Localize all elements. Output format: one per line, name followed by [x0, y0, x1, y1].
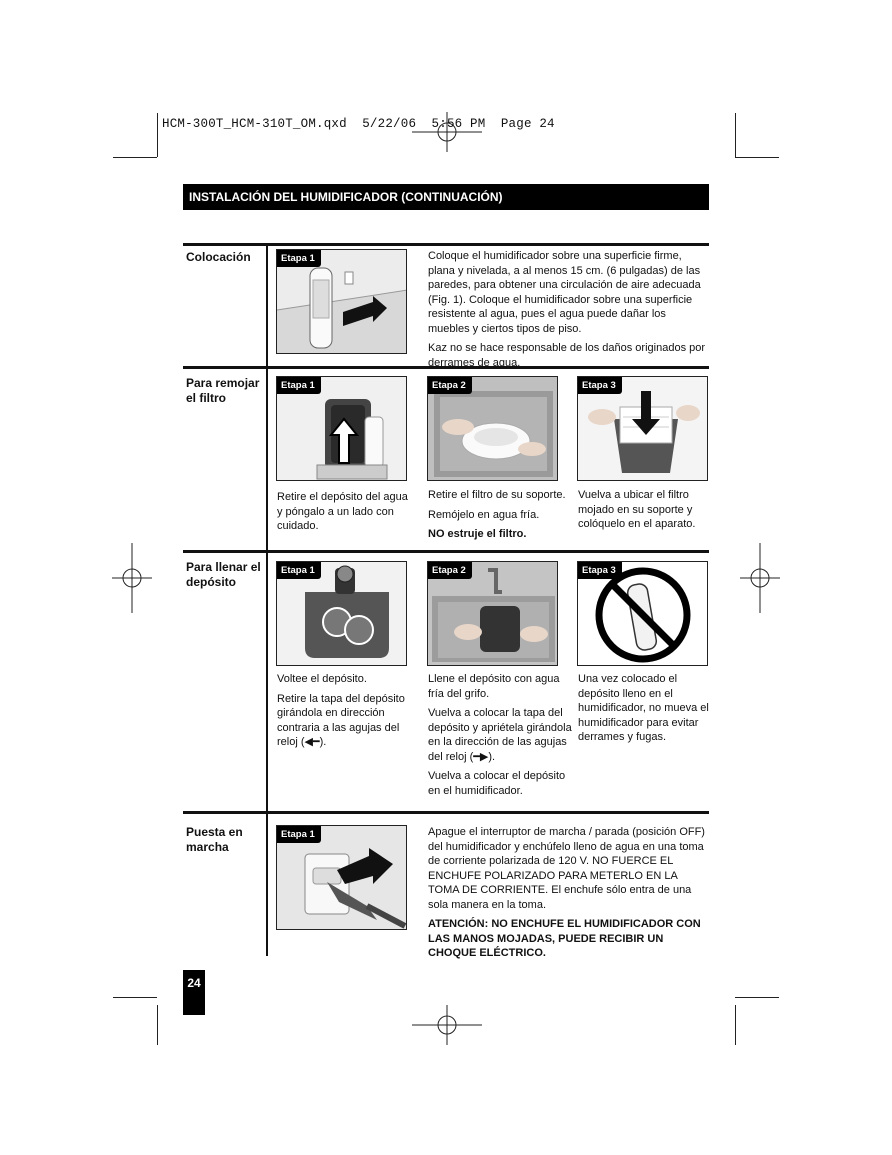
paragraph: Retire el filtro de su soporte. [428, 489, 566, 501]
paragraph [277, 692, 407, 750]
registration-mark-left [112, 543, 152, 613]
section-label-colocacion: Colocación [186, 250, 251, 264]
section-rule [183, 811, 709, 814]
crop-mark [735, 157, 779, 158]
figure-remojar-step2 [427, 376, 558, 481]
step-badge: Etapa 3 [578, 562, 622, 579]
file-slug: HCM-300T_HCM-310T_OM.qxd 5/22/06 5:56 PM Page 24 [162, 117, 555, 131]
page-number: 24 [183, 970, 205, 1015]
remojar-caption-2 [428, 488, 573, 547]
figure-puesta-step1 [276, 825, 407, 930]
section-rule [183, 243, 709, 246]
crop-mark [735, 113, 736, 157]
figure-llenar-step1 [276, 561, 407, 666]
paragraph: Una vez colocado el depósito lleno en el humidificador, no mueva el humidificador para evitar derrames y fugas. [578, 673, 709, 743]
counterclockwise-arrow-icon: ◀━ [304, 736, 320, 748]
paragraph: Llene el depósito con agua fría del grifo. [428, 673, 560, 700]
crop-mark [735, 997, 779, 998]
step-badge: Etapa 1 [277, 562, 321, 579]
step-badge: Etapa 1 [277, 826, 321, 843]
text-run: ). [319, 736, 327, 748]
paragraph: Coloque el humidificador sobre una superficie firme, plana y nivelada, a al menos 15 cm. (6 pulgadas) de las paredes, para obtener una circulación de aire adecuada (Fig. 1). Coloque el humidificador sobre una superficie resistente al agua, pues el agua puede dañar los muebles y ciertos tipos de piso. [428, 250, 701, 335]
crop-mark [113, 157, 157, 158]
paragraph: Vuelva a ubicar el filtro mojado en su soporte y colóquelo en el aparato. [578, 489, 696, 530]
crop-mark [113, 997, 157, 998]
electric-warning: ATENCIÓN: NO ENCHUFE EL HUMIDIFICADOR CON LAS MANOS MOJADAS, PUEDE RECIBIR UN CHOQUE ELÉCTRICO. [428, 918, 701, 959]
text-run: ). [488, 750, 496, 763]
figure-llenar-step2 [427, 561, 558, 666]
column-rule [266, 246, 268, 956]
step-badge: Etapa 2 [428, 377, 472, 394]
section-header: INSTALACIÓN DEL HUMIDIFICADOR (CONTINUACIÓN) [183, 184, 709, 210]
figure-remojar-step1 [276, 376, 407, 481]
colocacion-text [428, 249, 708, 375]
text-run: Vuelva a colocar la tapa del depósito y apriétela girándola en la dirección de las agujas del reloj ( [428, 707, 572, 763]
paragraph: Vuelva a colocar el depósito en el humidificador. [428, 770, 566, 797]
paragraph: Retire el depósito del agua y póngalo a un lado con cuidado. [277, 491, 408, 532]
step-badge: Etapa 1 [277, 377, 321, 394]
section-rule [183, 550, 709, 553]
puesta-text [428, 825, 710, 966]
step-badge: Etapa 1 [277, 250, 321, 267]
paragraph: Voltee el depósito. [277, 673, 367, 685]
registration-mark-bottom [412, 1005, 482, 1045]
clockwise-arrow-icon: ━▶ [473, 750, 489, 763]
llenar-caption-1 [277, 672, 407, 755]
figure-llenar-step3 [577, 561, 708, 666]
section-label-puesta: Puesta en marcha [186, 825, 243, 854]
section-label-llenar: Para llenar el depósito [186, 560, 261, 589]
figure-colocacion-step1 [276, 249, 407, 354]
section-label-remojar: Para remojar el filtro [186, 376, 260, 405]
crop-mark [735, 1005, 736, 1045]
llenar-caption-2 [428, 672, 574, 803]
crop-mark [157, 1005, 158, 1045]
remojar-caption-1 [277, 490, 412, 539]
llenar-caption-3 [578, 672, 710, 750]
warning-text: NO estruje el filtro. [428, 528, 527, 540]
paragraph [428, 706, 574, 764]
step-badge: Etapa 3 [578, 377, 622, 394]
paragraph: Remójelo en agua fría. [428, 508, 540, 521]
text-run: Retire la tapa del depósito girándola en dirección contraria a las agujas del reloj ( [277, 692, 405, 748]
remojar-caption-3 [578, 488, 708, 537]
step-badge: Etapa 2 [428, 562, 472, 579]
crop-mark [157, 113, 158, 157]
figure-remojar-step3 [577, 376, 708, 481]
paragraph: Apague el interruptor de marcha / parada (posición OFF) del humidificador y enchúfelo lleno de agua en una toma de corriente polarizada de 120 V. NO FUERCE EL ENCHUFE POLARIZADO PARA METERLO EN LA TOMA DE CORRIENTE. El enchufe sólo entra de una sola manera en la toma. [428, 826, 705, 911]
registration-mark-right [740, 543, 780, 613]
paragraph: Kaz no se hace responsable de los daños originados por derrames de agua. [428, 342, 706, 369]
